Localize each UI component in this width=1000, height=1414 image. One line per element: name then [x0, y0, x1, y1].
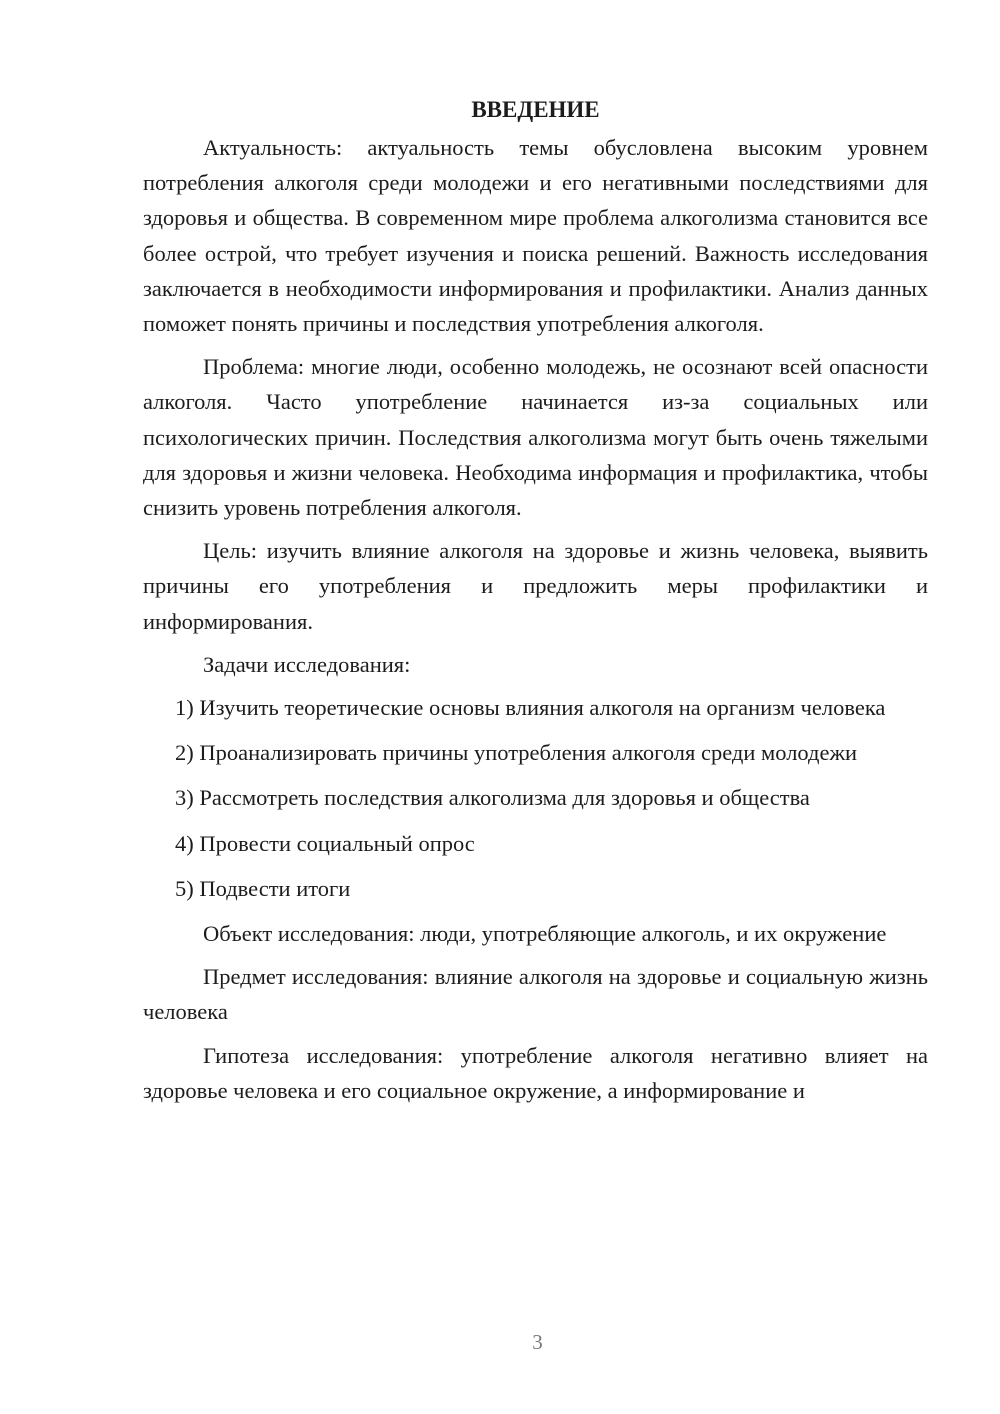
tasks-list — [143, 690, 928, 906]
hypothesis-paragraph: Гипотеза исследования: употребление алкоголя негативно влияет на здоровье человека и его социальное окружение, а информирование и — [143, 1042, 928, 1103]
goal-paragraph: Цель: изучить влияние алкоголя на здоровье и жизнь человека, выявить причины его употребления и предложить меры профилактики и информирования. — [143, 538, 928, 634]
object-paragraph: Объект исследования: люди, употребляющие алкоголь, и их окружение — [203, 921, 887, 947]
problem-paragraph: Проблема: многие люди, особенно молодежь, не осознают всей опасности алкоголя. Часто употребление начинается из-за социальных или психологических причин. Последствия алкоголизма могут быть очень тяжелыми для здоровья и жизни человека. Необходима информация и профилактика, чтобы снизить уровень потребления алкоголя. — [143, 354, 928, 521]
task-item: 1) Изучить теоретические основы влияния алкоголя на организм человека — [175, 695, 886, 721]
task-item: 5) Подвести итоги — [175, 875, 351, 901]
subject-paragraph: Предмет исследования: влияние алкоголя на здоровье и социальную жизнь человека — [143, 964, 928, 1025]
document-page — [143, 92, 928, 1116]
task-item: 4) Провести социальный опрос — [175, 830, 475, 856]
task-item: 3) Рассмотреть последствия алкоголизма для здоровья и общества — [175, 785, 810, 811]
page-number: 3 — [532, 1330, 543, 1354]
section-title: ВВЕДЕНИЕ — [471, 97, 600, 122]
relevance-paragraph: Актуальность: актуальность темы обусловлена высоким уровнем потребления алкоголя среди молодежи и его негативными последствиями для здоровья и общества. В современном мире проблема алкоголизма становится все более острой, что требует изучения и поиска решений. Важность исследования заключается в необходимости информирования и профилактики. Анализ данных поможет понять причины и последствия употребления алкоголя. — [143, 135, 928, 337]
tasks-heading: Задачи исследования: — [203, 651, 411, 677]
task-item: 2) Проанализировать причины употребления алкоголя среди молодежи — [175, 740, 858, 766]
